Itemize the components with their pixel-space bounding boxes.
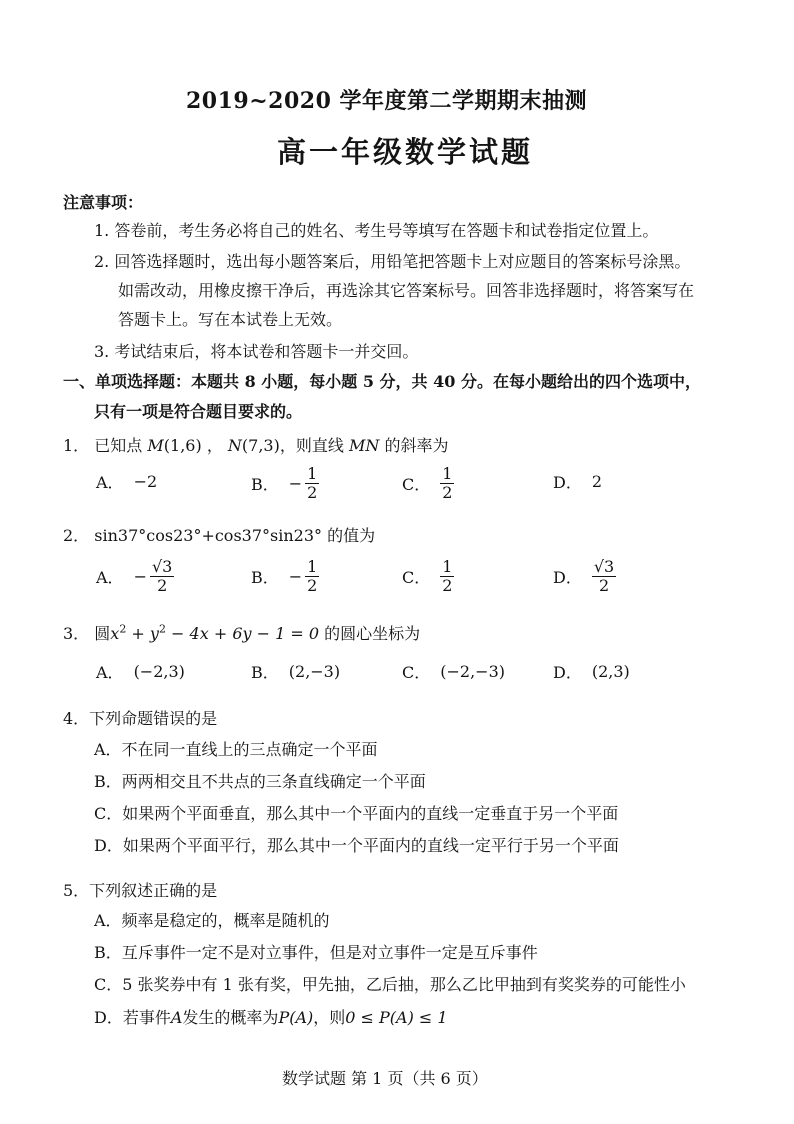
fraction [440, 558, 454, 595]
question-1-option-b [251, 465, 319, 502]
probability-inequality: 0 ≤ P(A) ≤ 1 [345, 1008, 448, 1027]
option-value: 2 [591, 472, 603, 491]
var-y: y [149, 624, 159, 643]
question-3-pre: 圆 [94, 624, 111, 643]
fraction-numerator: 1 [442, 464, 453, 483]
minus-sign: − [288, 567, 303, 586]
question-1-pre: 已知点 [94, 436, 143, 455]
question-3-number: 3． [63, 624, 90, 643]
question-1-option-a [96, 470, 157, 493]
line-mn: MN [348, 436, 380, 455]
question-4-stem: 4．下列命题错误的是 [63, 709, 218, 728]
fraction [150, 558, 174, 595]
minus-sign: − [288, 474, 303, 493]
question-2-option-b [251, 558, 319, 595]
trig-expression: sin37°cos23°+cos37°sin23° [94, 526, 322, 545]
option-label: D． [94, 1008, 123, 1027]
page-footer: 数学试题 第 1 页（共 6 页） [282, 1069, 488, 1088]
fraction-denominator: 2 [598, 576, 610, 595]
option-label: D． [553, 568, 582, 587]
probability-pa: P(A) [278, 1008, 314, 1027]
point-n-coord: (7,3) [241, 436, 280, 455]
option-label: D． [553, 663, 582, 682]
notice-item-1: 1. 答卷前，考生务必将自己的姓名、考生号等填写在答题卡和试卷指定位置上。 [94, 221, 659, 240]
question-5-option-a: A．频率是稳定的，概率是随机的 [94, 911, 330, 930]
option-label: A． [96, 568, 124, 587]
question-2-stem [63, 523, 375, 546]
question-1-stem [63, 433, 448, 456]
question-1-option-c [402, 465, 454, 502]
fraction-denominator: 2 [157, 576, 168, 595]
equation-rest: − 4x + 6y − 1 = 0 [165, 624, 320, 643]
exponent: 2 [158, 622, 166, 636]
var-x: x [110, 624, 120, 643]
exponent: 2 [119, 622, 127, 636]
point-m: M [147, 436, 164, 455]
exam-subtitle: 高一年级数学试题 [277, 135, 534, 169]
fraction-numerator: √3 [151, 557, 173, 576]
option-label: A． [96, 473, 124, 492]
question-1-mid: ，则直线 [279, 436, 344, 455]
question-3-post: 的圆心坐标为 [324, 624, 421, 643]
question-4-option-d: D．如果两个平面平行，那么其中一个平面内的直线一定平行于另一个平面 [94, 836, 619, 855]
option-label: C． [402, 568, 431, 587]
question-1-option-d [553, 470, 602, 493]
option-d-pre: 若事件 [122, 1008, 171, 1027]
notice-item-2-cont2: 答题卡上。写在本试卷上无效。 [118, 310, 343, 329]
option-label: C． [402, 663, 431, 682]
option-label: B． [251, 475, 279, 494]
point-m-coord: (1,6) [163, 436, 202, 455]
question-2-post: 的值为 [327, 526, 376, 545]
question-5-option-b: B．互斥事件一定不是对立事件，但是对立事件一定是互斥事件 [94, 943, 538, 962]
question-3-option-a [96, 660, 185, 683]
section-heading-cont: 只有一项是符合题目要求的。 [94, 402, 303, 421]
option-value: −2 [133, 472, 158, 491]
question-5-stem: 5．下列叙述正确的是 [63, 881, 218, 900]
option-value: (2,3) [591, 662, 630, 681]
fraction-denominator: 2 [307, 576, 318, 595]
question-4-option-b: B．两两相交且不共点的三条直线确定一个平面 [94, 772, 426, 791]
question-3-option-d [553, 660, 630, 683]
notice-item-2: 2. 回答选择题时，选出每小题答案后，用铅笔把答题卡上对应题目的答案标号涂黑。 [94, 252, 691, 271]
minus-sign: − [133, 567, 147, 586]
option-value: (−2,3) [133, 662, 185, 681]
fraction-denominator: 2 [442, 576, 453, 595]
event-a: A [170, 1008, 183, 1027]
question-1-number: 1． [63, 436, 90, 455]
question-1-post: 的斜率为 [384, 436, 449, 455]
option-label: A． [96, 663, 124, 682]
notice-heading: 注意事项： [63, 193, 144, 212]
question-4-option-a: A．不在同一直线上的三点确定一个平面 [94, 740, 378, 759]
option-label: B． [251, 663, 279, 682]
option-d-sep: ，则 [313, 1008, 346, 1027]
question-3-option-c [402, 660, 505, 683]
fraction-denominator: 2 [442, 483, 453, 502]
fraction-numerator: 1 [442, 557, 453, 576]
question-4-option-c: C．如果两个平面垂直，那么其中一个平面内的直线一定垂直于另一个平面 [94, 804, 619, 823]
fraction-numerator: 1 [307, 557, 318, 576]
exam-header-title: 2019~2020 学年度第二学期期末抽测 [186, 88, 588, 114]
question-5-option-d [94, 1005, 448, 1028]
question-2-number: 2． [63, 526, 90, 545]
question-3-option-b [251, 660, 340, 683]
question-5-option-c: C．5 张奖券中有 1 张有奖，甲先抽，乙后抽，那么乙比甲抽到有奖奖券的可能性小 [94, 975, 686, 994]
question-2-option-a [96, 558, 174, 595]
fraction [305, 558, 319, 595]
question-2-option-c [402, 558, 454, 595]
option-label: C． [402, 475, 431, 494]
fraction [305, 465, 319, 502]
fraction-numerator: 1 [307, 464, 318, 483]
fraction [440, 465, 454, 502]
question-1-sep: ， [206, 436, 223, 455]
point-n: N [227, 436, 242, 455]
option-label: B． [251, 568, 279, 587]
plus-sign: + [126, 624, 150, 643]
fraction [592, 558, 616, 595]
option-value: (−2,−3) [440, 662, 505, 681]
notice-item-3: 3. 考试结束后，将本试卷和答题卡一并交回。 [94, 342, 419, 361]
option-value: (2,−3) [288, 662, 341, 681]
section-heading: 一、单项选择题：本题共 8 小题，每小题 5 分，共 40 分。在每小题给出的四个选项中， [63, 372, 701, 391]
question-3-stem [63, 621, 420, 644]
question-2-option-d [553, 558, 616, 595]
fraction-numerator: √3 [593, 557, 615, 576]
option-label: D． [553, 473, 582, 492]
fraction-denominator: 2 [307, 483, 318, 502]
option-d-mid: 发生的概率为 [182, 1008, 279, 1027]
notice-item-2-cont: 如需改动，用橡皮擦干净后，再选涂其它答案标号。回答非选择题时，将答案写在 [118, 281, 695, 300]
